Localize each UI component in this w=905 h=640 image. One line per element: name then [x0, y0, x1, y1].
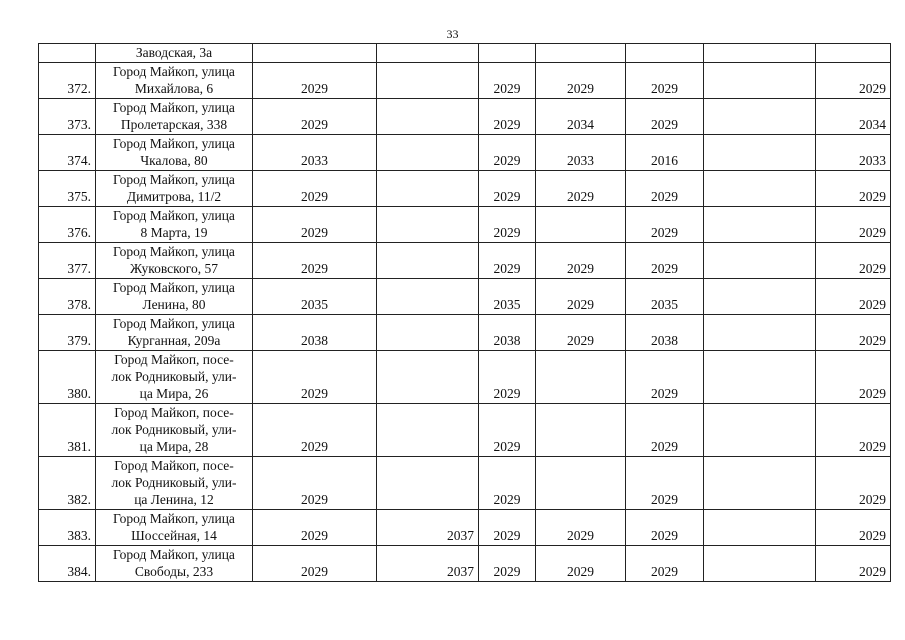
year-cell-5: 2029 — [626, 207, 704, 243]
year-cell-7: 2029 — [816, 207, 891, 243]
address-line: Шоссейная, 14 — [131, 528, 217, 543]
year-cell-3 — [479, 44, 536, 63]
table-row — [39, 315, 891, 351]
year-cell-3: 2038 — [479, 315, 536, 351]
address-cell — [96, 546, 253, 582]
year-cell-7 — [816, 44, 891, 63]
year-cell-2 — [377, 171, 479, 207]
page-number: 33 — [446, 27, 459, 41]
year-cell-2 — [377, 351, 479, 404]
table-row — [39, 404, 891, 457]
year-cell-1 — [253, 44, 377, 63]
table-row — [39, 546, 891, 582]
row-number-cell: 378. — [39, 279, 96, 315]
address-line: Город Майкоп, улица — [113, 64, 235, 79]
address-line: Димитрова, 11/2 — [126, 189, 222, 204]
year-cell-1: 2029 — [253, 171, 377, 207]
year-cell-4: 2029 — [536, 63, 626, 99]
address-cell — [96, 279, 253, 315]
year-cell-3: 2029 — [479, 243, 536, 279]
address-line: Город Майкоп, улица — [113, 100, 235, 115]
year-cell-2 — [377, 44, 479, 63]
address-line: Город Майкоп, улица — [113, 244, 235, 259]
address-line: ца Ленина, 12 — [134, 492, 214, 507]
address-cell — [96, 457, 253, 510]
year-cell-7: 2029 — [816, 546, 891, 582]
year-cell-4: 2029 — [536, 279, 626, 315]
year-cell-7: 2029 — [816, 351, 891, 404]
year-cell-4: 2029 — [536, 510, 626, 546]
year-cell-2 — [377, 457, 479, 510]
address-cell — [96, 171, 253, 207]
year-cell-5: 2035 — [626, 279, 704, 315]
year-cell-4 — [536, 44, 626, 63]
year-cell-6 — [704, 44, 816, 63]
year-cell-5: 2029 — [626, 99, 704, 135]
address-line: Город Майкоп, улица — [113, 316, 235, 331]
year-cell-6 — [704, 279, 816, 315]
year-cell-7: 2029 — [816, 243, 891, 279]
address-cell — [96, 135, 253, 171]
data-table — [38, 43, 891, 582]
address-line: лок Родниковый, ули- — [111, 475, 237, 490]
year-cell-2 — [377, 99, 479, 135]
address-line: Пролетарская, 338 — [120, 117, 228, 132]
year-cell-5: 2029 — [626, 404, 704, 457]
address-line: Ленина, 80 — [142, 297, 206, 312]
year-cell-4 — [536, 457, 626, 510]
year-cell-4: 2029 — [536, 171, 626, 207]
year-cell-3: 2029 — [479, 171, 536, 207]
year-cell-4 — [536, 404, 626, 457]
year-cell-5: 2038 — [626, 315, 704, 351]
year-cell-4: 2029 — [536, 243, 626, 279]
year-cell-1: 2035 — [253, 279, 377, 315]
address-line: Город Майкоп, улица — [113, 547, 235, 562]
table-row — [39, 351, 891, 404]
year-cell-1: 2029 — [253, 207, 377, 243]
year-cell-1: 2029 — [253, 63, 377, 99]
address-line: Город Майкоп, улица — [113, 136, 235, 151]
year-cell-3: 2029 — [479, 457, 536, 510]
table-row — [39, 243, 891, 279]
row-number-cell: 376. — [39, 207, 96, 243]
year-cell-3: 2029 — [479, 404, 536, 457]
address-line: Город Майкоп, посе- — [114, 405, 234, 420]
year-cell-6 — [704, 510, 816, 546]
year-cell-1: 2029 — [253, 546, 377, 582]
address-line: Михайлова, 6 — [134, 81, 214, 96]
table-row — [39, 510, 891, 546]
row-number-cell: 381. — [39, 404, 96, 457]
table-row — [39, 99, 891, 135]
year-cell-4: 2029 — [536, 315, 626, 351]
year-cell-5: 2029 — [626, 510, 704, 546]
year-cell-7: 2029 — [816, 404, 891, 457]
year-cell-4 — [536, 207, 626, 243]
table-row — [39, 135, 891, 171]
address-cell — [96, 351, 253, 404]
year-cell-1: 2029 — [253, 510, 377, 546]
year-cell-7: 2033 — [816, 135, 891, 171]
address-line: ца Мира, 26 — [139, 386, 209, 401]
row-number-cell: 374. — [39, 135, 96, 171]
address-cell — [96, 63, 253, 99]
row-number-cell: 379. — [39, 315, 96, 351]
year-cell-5: 2029 — [626, 171, 704, 207]
year-cell-7: 2029 — [816, 279, 891, 315]
year-cell-1: 2029 — [253, 404, 377, 457]
year-cell-6 — [704, 351, 816, 404]
year-cell-2 — [377, 279, 479, 315]
year-cell-2 — [377, 243, 479, 279]
year-cell-1: 2029 — [253, 457, 377, 510]
year-cell-3: 2029 — [479, 546, 536, 582]
table-row — [39, 279, 891, 315]
address-line: Курганная, 209а — [127, 333, 221, 348]
year-cell-7: 2034 — [816, 99, 891, 135]
address-cell — [96, 207, 253, 243]
year-cell-2 — [377, 207, 479, 243]
year-cell-5: 2029 — [626, 351, 704, 404]
address-line: Чкалова, 80 — [140, 153, 208, 168]
year-cell-1: 2029 — [253, 99, 377, 135]
row-number-cell: 383. — [39, 510, 96, 546]
year-cell-6 — [704, 315, 816, 351]
row-number-cell: 384. — [39, 546, 96, 582]
table-row — [39, 44, 891, 63]
year-cell-2 — [377, 404, 479, 457]
address-line: Жуковского, 57 — [130, 261, 218, 276]
year-cell-3: 2029 — [479, 135, 536, 171]
year-cell-7: 2029 — [816, 63, 891, 99]
year-cell-4 — [536, 351, 626, 404]
year-cell-5: 2016 — [626, 135, 704, 171]
year-cell-4: 2029 — [536, 546, 626, 582]
table-row — [39, 63, 891, 99]
address-line: лок Родниковый, ули- — [111, 369, 237, 384]
year-cell-5: 2029 — [626, 457, 704, 510]
year-cell-6 — [704, 404, 816, 457]
row-number-cell: 372. — [39, 63, 96, 99]
address-line: Город Майкоп, посе- — [114, 352, 234, 367]
address-line: лок Родниковый, ули- — [111, 422, 237, 437]
year-cell-1: 2029 — [253, 351, 377, 404]
year-cell-6 — [704, 546, 816, 582]
year-cell-2: 2037 — [377, 510, 479, 546]
year-cell-2 — [377, 315, 479, 351]
table-row — [39, 457, 891, 510]
year-cell-6 — [704, 243, 816, 279]
row-number-cell: 373. — [39, 99, 96, 135]
year-cell-2 — [377, 135, 479, 171]
year-cell-5: 2029 — [626, 63, 704, 99]
year-cell-5: 2029 — [626, 546, 704, 582]
year-cell-6 — [704, 457, 816, 510]
year-cell-3: 2029 — [479, 351, 536, 404]
year-cell-6 — [704, 171, 816, 207]
table-row — [39, 171, 891, 207]
row-number-cell: 377. — [39, 243, 96, 279]
year-cell-5 — [626, 44, 704, 63]
table-row — [39, 207, 891, 243]
address-line: Город Майкоп, улица — [113, 511, 235, 526]
address-line: Город Майкоп, посе- — [114, 458, 234, 473]
year-cell-1: 2033 — [253, 135, 377, 171]
address-cell — [96, 99, 253, 135]
address-line: Заводская, 3а — [135, 45, 213, 60]
year-cell-7: 2029 — [816, 510, 891, 546]
year-cell-6 — [704, 63, 816, 99]
year-cell-3: 2035 — [479, 279, 536, 315]
address-cell — [96, 243, 253, 279]
table-body — [39, 44, 891, 582]
address-line: Город Майкоп, улица — [113, 172, 235, 187]
year-cell-3: 2029 — [479, 207, 536, 243]
year-cell-6 — [704, 207, 816, 243]
year-cell-4: 2033 — [536, 135, 626, 171]
row-number-cell: 375. — [39, 171, 96, 207]
year-cell-2: 2037 — [377, 546, 479, 582]
year-cell-1: 2038 — [253, 315, 377, 351]
address-line: Свободы, 233 — [134, 564, 214, 579]
address-cell — [96, 510, 253, 546]
row-number-cell — [39, 44, 96, 63]
address-line: Город Майкоп, улица — [113, 280, 235, 295]
year-cell-1: 2029 — [253, 243, 377, 279]
address-line: 8 Марта, 19 — [140, 225, 208, 240]
row-number-cell: 382. — [39, 457, 96, 510]
year-cell-6 — [704, 135, 816, 171]
address-cell — [96, 404, 253, 457]
year-cell-2 — [377, 63, 479, 99]
year-cell-7: 2029 — [816, 171, 891, 207]
year-cell-5: 2029 — [626, 243, 704, 279]
year-cell-7: 2029 — [816, 457, 891, 510]
address-cell — [96, 315, 253, 351]
year-cell-3: 2029 — [479, 99, 536, 135]
year-cell-3: 2029 — [479, 510, 536, 546]
year-cell-6 — [704, 99, 816, 135]
address-cell — [96, 44, 253, 63]
year-cell-4: 2034 — [536, 99, 626, 135]
year-cell-3: 2029 — [479, 63, 536, 99]
row-number-cell: 380. — [39, 351, 96, 404]
address-line: Город Майкоп, улица — [113, 208, 235, 223]
year-cell-7: 2029 — [816, 315, 891, 351]
address-line: ца Мира, 28 — [139, 439, 209, 454]
